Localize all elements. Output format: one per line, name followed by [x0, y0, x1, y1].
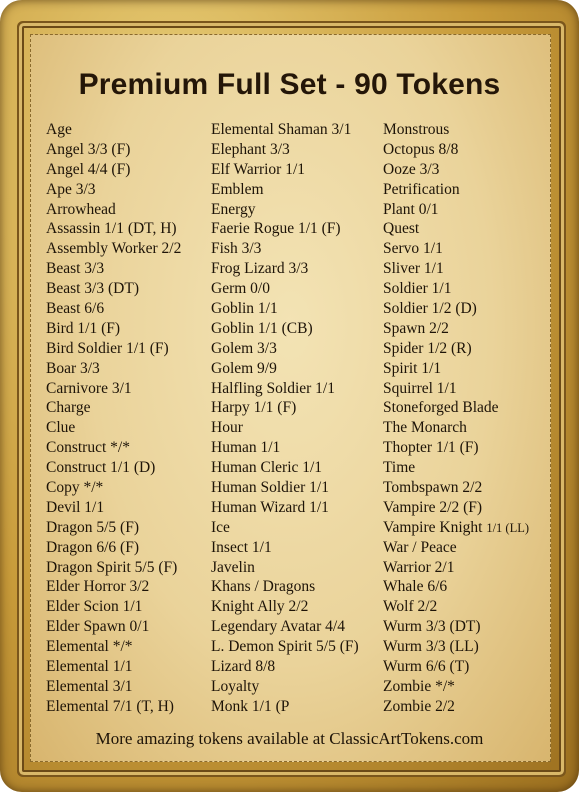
- token-item: Carnivore 3/1: [46, 379, 132, 397]
- token-item: Construct 1/1 (D): [46, 459, 156, 477]
- token-item: Bird 1/1 (F): [46, 319, 121, 337]
- token-item: Soldier 1/1: [383, 280, 452, 298]
- token-item: Servo 1/1: [383, 240, 443, 258]
- token-name: Vampire Knight: [383, 518, 483, 536]
- token-item: Beast 6/6: [46, 300, 105, 318]
- token-item: Zombie */*: [383, 677, 455, 695]
- token-item: Beast 3/3: [46, 260, 105, 278]
- token-item: L. Demon Spirit 5/5 (F): [211, 638, 359, 656]
- token-item: Monk 1/1 (P: [211, 697, 290, 715]
- token-item: Loyalty: [211, 677, 260, 695]
- token-item: Octopus 8/8: [383, 140, 459, 158]
- token-item: Whale 6/6: [383, 578, 448, 596]
- token-item: Human 1/1: [211, 439, 281, 457]
- token-item: Golem 9/9: [211, 359, 277, 377]
- token-item: Human Soldier 1/1: [211, 479, 329, 497]
- token-list-column-3: [383, 120, 529, 717]
- token-item: Elder Scion 1/1: [46, 598, 143, 616]
- token-item: Elder Spawn 0/1: [46, 618, 150, 636]
- token-item: Knight Ally 2/2: [211, 598, 309, 616]
- token-item: Soldier 1/2 (D): [383, 300, 477, 318]
- token-item: Assassin 1/1 (DT, H): [46, 220, 177, 238]
- token-item: Beast 3/3 (DT): [46, 280, 139, 298]
- token-item: Harpy 1/1 (F): [211, 399, 297, 417]
- token-item: Angel 3/3 (F): [46, 140, 131, 158]
- token-item: Devil 1/1: [46, 498, 105, 516]
- token-item: Assembly Worker 2/2: [46, 240, 182, 258]
- token-item: Boar 3/3: [46, 359, 100, 377]
- token-item: Monstrous: [383, 121, 450, 138]
- token-item: War / Peace: [383, 538, 457, 556]
- token-item: Zombie 2/2: [383, 697, 455, 715]
- token-item: Ice: [211, 518, 230, 536]
- token-item: Spider 1/2 (R): [383, 339, 472, 357]
- token-item: Emblem: [211, 180, 264, 198]
- token-item: Ape 3/3: [46, 180, 96, 198]
- token-item: Wurm 3/3 (DT): [383, 618, 481, 636]
- token-item: Goblin 1/1 (CB): [211, 319, 313, 337]
- token-item: Clue: [46, 419, 76, 437]
- token-item: Tombspawn 2/2: [383, 479, 483, 497]
- token-item: Vampire 2/2 (F): [383, 498, 483, 516]
- token-item: Elemental 1/1: [46, 658, 133, 676]
- token-item: Copy */*: [46, 479, 104, 497]
- token-stats: 1/1 (LL): [486, 520, 530, 535]
- token-item: Human Cleric 1/1: [211, 459, 323, 477]
- footer-text: More amazing tokens available at ClassicArtTokens.com: [95, 729, 484, 748]
- token-item: Dragon 5/5 (F): [46, 518, 139, 536]
- token-item: Squirrel 1/1: [383, 379, 457, 397]
- token-item: Bird Soldier 1/1 (F): [46, 339, 169, 357]
- token-item: Elf Warrior 1/1: [211, 160, 306, 178]
- token-item: Halfling Soldier 1/1: [211, 379, 335, 397]
- token-list-column-1: [46, 120, 181, 717]
- token-item: Legendary Avatar 4/4: [211, 618, 345, 636]
- token-item: Elemental 3/1: [46, 677, 133, 695]
- token-item: Frog Lizard 3/3: [211, 260, 309, 278]
- token-item: Human Wizard 1/1: [211, 498, 329, 516]
- token-item: Warrior 2/1: [383, 558, 455, 576]
- token-item: Angel 4/4 (F): [46, 160, 131, 178]
- token-item: Petrification: [383, 180, 460, 198]
- page-title: Premium Full Set - 90 Tokens: [78, 68, 501, 101]
- token-list-column-2: [211, 120, 359, 717]
- token-item: Charge: [46, 399, 91, 417]
- token-item: Sliver 1/1: [383, 260, 444, 278]
- token-item: Dragon 6/6 (F): [46, 538, 139, 556]
- token-item: Stoneforged Blade: [383, 399, 499, 417]
- token-item: The Monarch: [383, 419, 467, 437]
- token-item: Time: [383, 459, 416, 477]
- token-item: Spawn 2/2: [383, 319, 449, 337]
- token-item: Lizard 8/8: [211, 658, 276, 676]
- token-item: Wolf 2/2: [383, 598, 438, 616]
- token-item: Fish 3/3: [211, 240, 262, 258]
- token-item: Germ 0/0: [211, 280, 270, 298]
- token-item: Elephant 3/3: [211, 140, 290, 158]
- token-item: Energy: [211, 200, 256, 218]
- token-item: Faerie Rogue 1/1 (F): [211, 220, 341, 238]
- token-item: Elder Horror 3/2: [46, 578, 150, 596]
- token-item: Wurm 6/6 (T): [383, 658, 470, 676]
- token-item: Elemental */*: [46, 638, 133, 656]
- token-item: Wurm 3/3 (LL): [383, 638, 479, 656]
- token-item: Dragon Spirit 5/5 (F): [46, 558, 178, 576]
- token-item: Quest: [383, 220, 420, 238]
- token-item: Age: [46, 121, 72, 138]
- token-item: Elemental 7/1 (T, H): [46, 697, 174, 715]
- token-item: Thopter 1/1 (F): [383, 439, 479, 457]
- token-item: [383, 518, 529, 538]
- token-item: Hour: [211, 419, 243, 437]
- token-item: Spirit 1/1: [383, 359, 442, 377]
- token-item: Insect 1/1: [211, 538, 272, 556]
- token-item: Plant 0/1: [383, 200, 439, 218]
- token-item: Construct */*: [46, 439, 130, 457]
- token-item: Ooze 3/3: [383, 160, 440, 178]
- token-item: Elemental Shaman 3/1: [211, 121, 352, 138]
- token-item: Khans / Dragons: [211, 578, 316, 596]
- token-item: Goblin 1/1: [211, 300, 278, 318]
- token-item: Arrowhead: [46, 200, 116, 218]
- token-item: Golem 3/3: [211, 339, 277, 357]
- token-item: Javelin: [211, 558, 255, 576]
